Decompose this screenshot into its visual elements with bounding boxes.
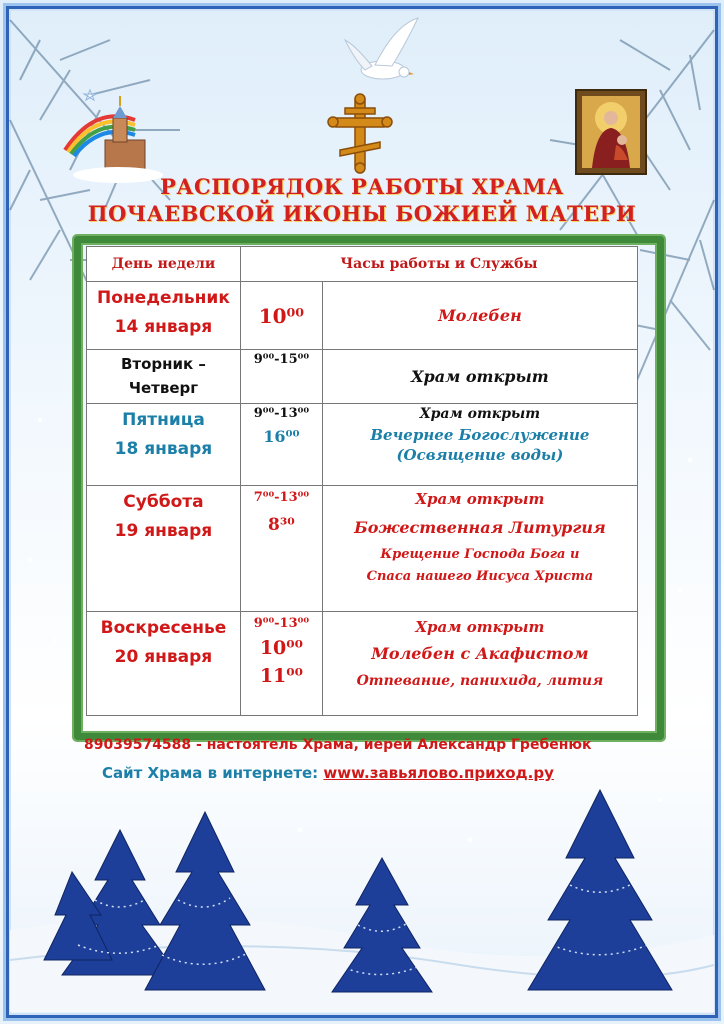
time: 16⁰⁰ (263, 427, 300, 446)
poster-title-line-2: ПОЧАЕВСКОЙ ИКОНЫ БОЖИЕЙ МАТЕРИ (87, 201, 637, 226)
christmas-tree-4 (528, 790, 672, 990)
service: (Освящение воды) (396, 446, 564, 464)
time: 10⁰⁰ (258, 303, 305, 328)
time: 7⁰⁰-13⁰⁰ (253, 490, 310, 505)
service: Храм открыт (415, 490, 545, 508)
day-name: Вторник – (120, 355, 206, 373)
service-cell (322, 282, 637, 350)
service: Молебен с Акафистом (371, 644, 589, 663)
day-cell (87, 612, 241, 716)
service: Молебен (438, 306, 522, 325)
schedule-row (87, 486, 638, 612)
service: Храм открыт (419, 406, 541, 422)
time: 8³⁰ (268, 515, 295, 535)
day-name: Суббота (123, 492, 204, 512)
christmas-tree-1 (44, 830, 178, 975)
day-name: Воскресенье (100, 618, 227, 638)
service-cell (322, 404, 637, 486)
header-hours: Часы работы и Службы (240, 247, 637, 282)
time: 9⁰⁰-15⁰⁰ (253, 352, 310, 367)
service-cell (322, 486, 637, 612)
dove-icon (345, 18, 418, 79)
time: 11⁰⁰ (259, 665, 303, 687)
day-date: 19 января (114, 521, 213, 541)
schedule-row (87, 612, 638, 716)
day-date: 18 января (114, 439, 213, 459)
day-cell (87, 282, 241, 350)
schedule-row (87, 350, 638, 404)
time-cell (240, 486, 322, 612)
time: 9⁰⁰-13⁰⁰ (253, 616, 310, 631)
schedule-header-row (87, 247, 638, 282)
pochaev-icon-image (576, 90, 646, 174)
day-date: 14 января (114, 317, 213, 337)
time: 10⁰⁰ (259, 637, 303, 659)
service: Храм открыт (411, 367, 549, 386)
orthodox-cross-icon (328, 94, 392, 173)
time: 9⁰⁰-13⁰⁰ (253, 406, 310, 421)
service: Крещение Господа Бога и (380, 547, 580, 562)
schedule-row (87, 404, 638, 486)
day-cell (87, 404, 241, 486)
day-date: 20 января (114, 647, 213, 667)
contact-line: 89039574588 - настоятель Храма, иерей Александр Гребенюк (84, 737, 592, 753)
service-cell (322, 350, 637, 404)
day-date: Четверг (128, 379, 199, 397)
site-label: Сайт Храма в интернете: (102, 764, 319, 782)
schedule-row (87, 282, 638, 350)
site-url-link[interactable]: www.завьялово.приход.ру (323, 764, 554, 782)
day-cell (87, 350, 241, 404)
day-name: Понедельник (97, 288, 230, 308)
church-rainbow-icon (65, 90, 163, 183)
service-cell (322, 612, 637, 716)
day-name: Пятница (122, 410, 205, 430)
service: Отпевание, панихида, лития (356, 673, 604, 689)
header-day: День недели (87, 247, 241, 282)
time-cell (240, 612, 322, 716)
service: Спаса нашего Иисуса Христа (366, 569, 594, 584)
day-cell (87, 486, 241, 612)
time-cell (240, 350, 322, 404)
poster-title-line-1: РАСПОРЯДОК РАБОТЫ ХРАМА (160, 174, 564, 199)
christmas-tree-3 (332, 858, 432, 992)
time-cell (240, 282, 322, 350)
christmas-tree-2 (145, 812, 265, 990)
service: Храм открыт (415, 618, 545, 636)
service: Божественная Литургия (354, 518, 606, 537)
time-cell (240, 404, 322, 486)
service: Вечернее Богослужение (370, 426, 590, 444)
schedule-table (86, 246, 638, 716)
site-line (102, 764, 682, 782)
